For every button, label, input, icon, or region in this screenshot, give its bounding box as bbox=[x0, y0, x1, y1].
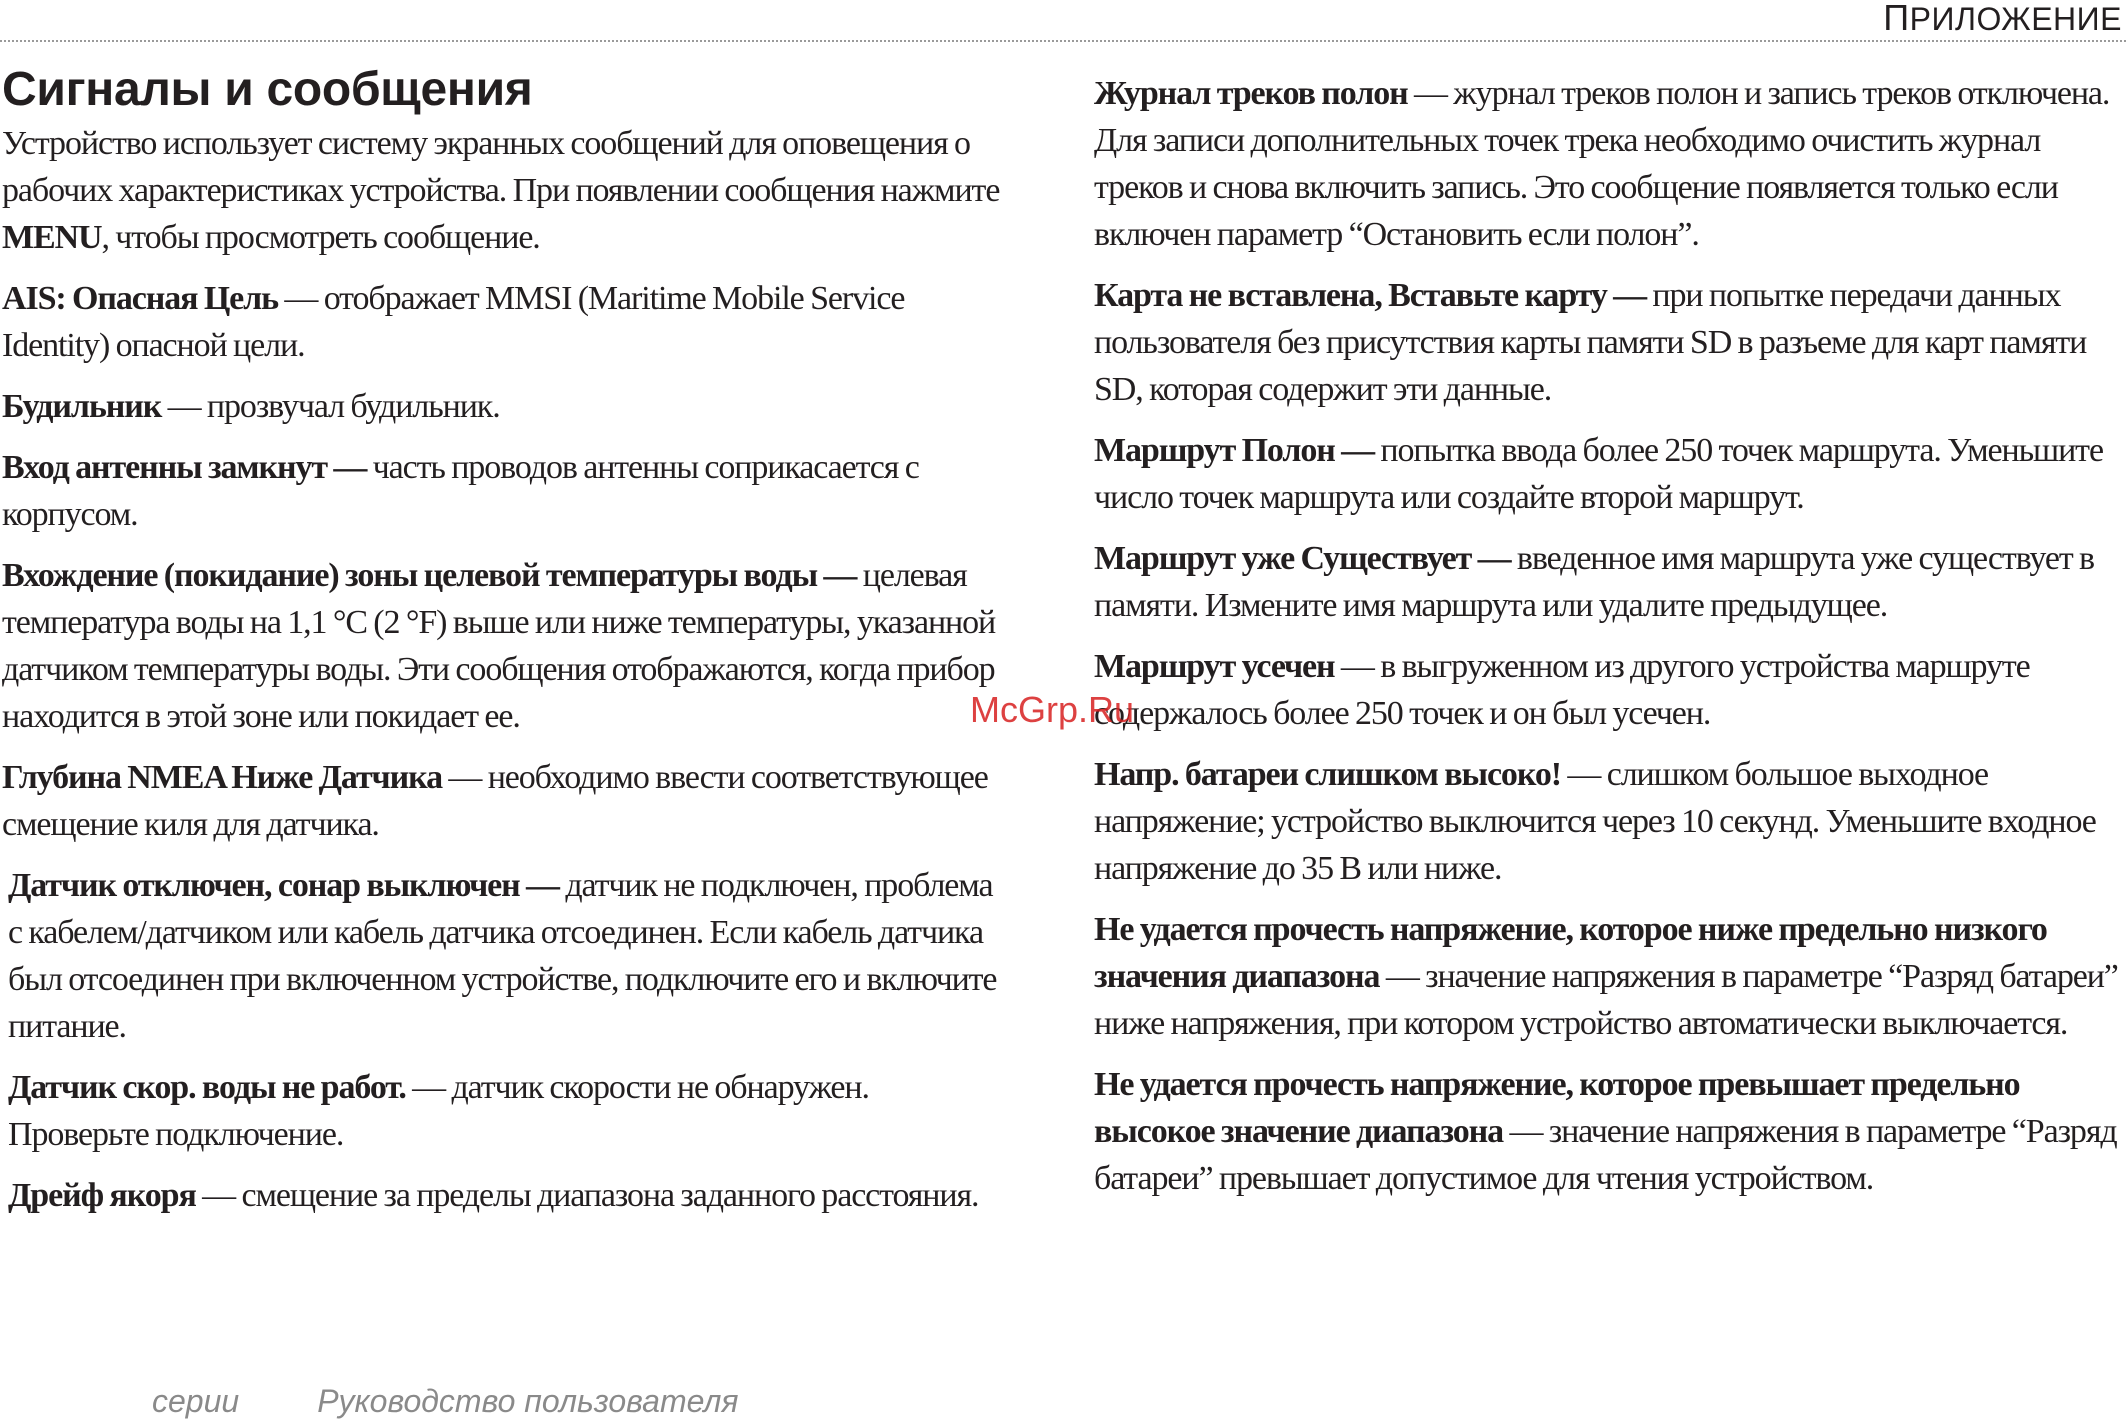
header-divider bbox=[0, 40, 2126, 42]
message-description: при попытке передачи данных пользователя без присутствия карты памяти SD в разъеме для карт памяти SD, которая содержит эти данные. bbox=[1094, 277, 2087, 408]
message-entry bbox=[2, 383, 1012, 430]
message-term: Глубина NMEA Ниже Датчика bbox=[2, 759, 442, 796]
running-head bbox=[1883, 0, 2122, 37]
message-description: — журнал треков полон и запись треков отключена. Для записи дополнительных точек трека необходимо очистить журнал треков и снова включить запись. Это сообщение появляется только если включен параметр “Остановить если полон”. bbox=[1094, 75, 2110, 253]
message-term: Напр. батареи слишком высоко! bbox=[1094, 756, 1561, 793]
message-term: Не удается прочесть напряжение, которое превышает предельно высокое значение диапазона bbox=[1094, 1066, 2020, 1150]
message-entry bbox=[1094, 906, 2122, 1047]
page-title: Сигналы и сообщения bbox=[2, 63, 533, 116]
message-description: целевая температура воды на 1,1 °C (2 °F) выше или ниже температуры, указанной датчиком температуры воды. Эти сообщения отображаются, когда прибор находится в этой зоне или покидает ее. bbox=[2, 557, 996, 735]
message-entry bbox=[2, 552, 1012, 740]
message-term: Датчик отключен, сонар выключен — bbox=[8, 867, 559, 904]
message-entry bbox=[1094, 751, 2122, 892]
message-term: Дрейф якоря bbox=[8, 1177, 196, 1214]
message-description: — значение напряжения в параметре “Разряд батареи” превышает допустимое для чтения устройством. bbox=[1094, 1113, 2117, 1197]
page-footer bbox=[152, 1382, 738, 1420]
message-description: попытка ввода более 250 точек маршрута. Уменьшите число точек маршрута или создайте второй маршрут. bbox=[1094, 432, 2103, 516]
message-description: — прозвучал будильник. bbox=[161, 388, 500, 425]
message-entry bbox=[2, 754, 1012, 848]
running-head-cap: П bbox=[1883, 0, 1910, 38]
message-entry bbox=[1094, 1061, 2122, 1202]
message-entry bbox=[1094, 427, 2122, 521]
message-entry bbox=[1094, 643, 2122, 737]
intro-text-before: Устройство использует систему экранных сообщений для оповещения о рабочих характеристиках устройства. При появлении сообщения нажмите bbox=[2, 125, 1000, 209]
message-term: Маршрут Полон — bbox=[1094, 432, 1375, 469]
watermark: McGrp.Ru bbox=[970, 689, 1135, 730]
message-description: — слишком большое выходное напряжение; устройство выключится через 10 секунд. Уменьшите входное напряжение до 35 В или ниже. bbox=[1094, 756, 2096, 887]
message-description: — отображает MMSI (Maritime Mobile Service Identity) опасной цели. bbox=[2, 280, 905, 364]
menu-key: MENU bbox=[2, 219, 102, 256]
message-term: Будильник bbox=[2, 388, 162, 425]
left-column bbox=[2, 60, 1012, 1233]
message-entry bbox=[2, 275, 1012, 369]
message-description: — значение напряжения в параметре “Разряд батареи” ниже напряжения, при котором устройство автоматически выключается. bbox=[1094, 958, 2118, 1042]
message-description: датчик не подключен, проблема с кабелем/датчиком или кабель датчика отсоединен. Если кабель датчика был отсоединен при включенном устройстве, подключите его и включите питание. bbox=[8, 867, 997, 1045]
message-entry bbox=[2, 862, 1012, 1050]
message-entry bbox=[2, 444, 1012, 538]
message-term: Вхождение (покидание) зоны целевой температуры воды — bbox=[2, 557, 857, 594]
intro-paragraph bbox=[2, 120, 1012, 261]
message-description: — необходимо ввести соответствующее смещение киля для датчика. bbox=[2, 759, 988, 843]
running-head-rest: РИЛОЖЕНИЕ bbox=[1909, 1, 2122, 37]
message-term: Вход антенны замкнут — bbox=[2, 449, 367, 486]
message-term: Не удается прочесть напряжение, которое ниже предельно низкого значения диапазона bbox=[1094, 911, 2047, 995]
message-term: Датчик скор. воды не работ. bbox=[8, 1069, 406, 1106]
message-term: Маршрут усечен bbox=[1094, 648, 1335, 685]
message-entry bbox=[1094, 272, 2122, 413]
message-description: часть проводов антенны соприкасается с корпусом. bbox=[2, 449, 919, 533]
footer-series: серии bbox=[152, 1383, 240, 1419]
message-entry bbox=[1094, 70, 2122, 258]
intro-text-after: , чтобы просмотреть сообщение. bbox=[101, 219, 540, 256]
message-term: Маршрут уже Существует — bbox=[1094, 540, 1511, 577]
right-column bbox=[1094, 70, 2122, 1216]
footer-manual-title: Руководство пользователя bbox=[317, 1383, 739, 1419]
message-description: — в выгруженном из другого устройства маршруте содержалось более 250 точек и он был усечен. bbox=[1094, 648, 2030, 732]
message-entry bbox=[1094, 535, 2122, 629]
message-description: — смещение за пределы диапазона заданного расстояния. bbox=[195, 1177, 979, 1214]
message-term: Карта не вставлена, Вставьте карту — bbox=[1094, 277, 1647, 314]
message-description: — датчик скорости не обнаружен. Проверьте подключение. bbox=[8, 1069, 869, 1153]
message-entry bbox=[2, 1064, 1012, 1158]
message-description: введенное имя маршрута уже существует в памяти. Измените имя маршрута или удалите предыдущее. bbox=[1094, 540, 2094, 624]
message-term: Журнал треков полон bbox=[1094, 75, 1408, 112]
message-term: AIS: Опасная Цель bbox=[2, 280, 279, 317]
message-entry bbox=[2, 1172, 1012, 1219]
